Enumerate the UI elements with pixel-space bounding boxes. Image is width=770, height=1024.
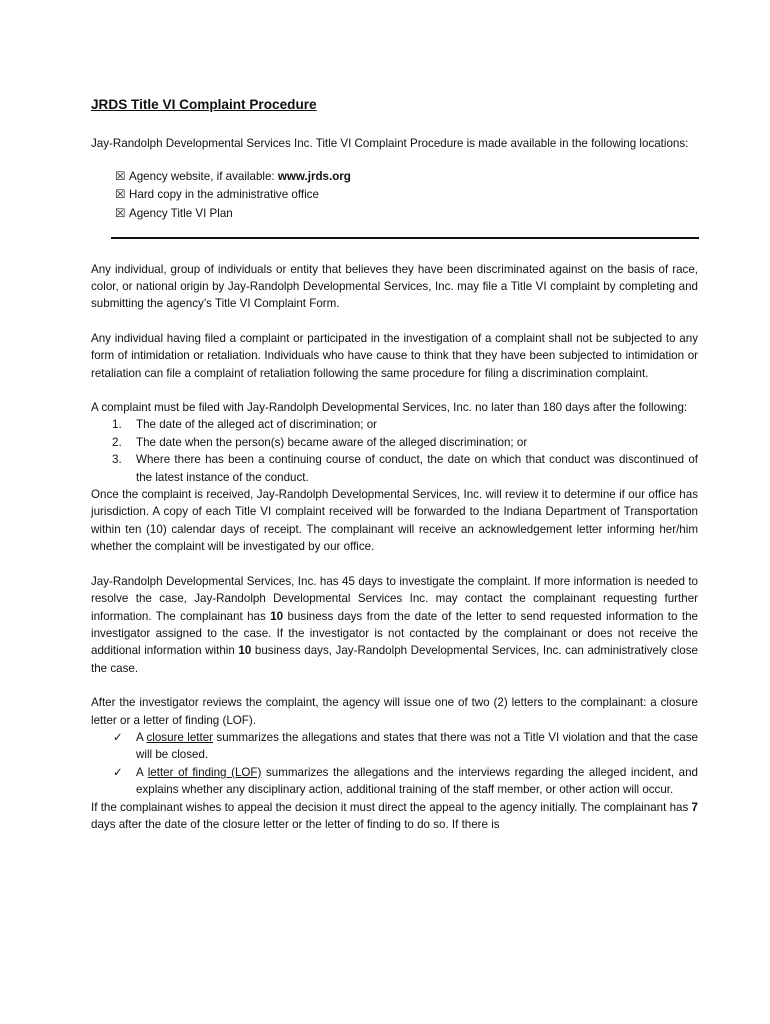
page-title: JRDS Title VI Complaint Procedure	[91, 97, 317, 112]
location-text: Agency Title VI Plan	[129, 207, 233, 220]
term-underlined: letter of finding (LOF)	[147, 765, 262, 779]
list-text: The date of the alleged act of discrimination; or	[136, 418, 378, 432]
text-run: summarizes the allegations and states that there was not a Title VI violation and that the case will be closed.	[136, 730, 698, 762]
text-run: summarizes the allegations and the interviews regarding the alleged incident, and explains whether any disciplinary action, additional training of the staff member, or other action will occur.	[136, 765, 698, 797]
text-run: Jay-Randolph Developmental Services, Inc. has 45 days to investigate the complaint. If more information is needed to resolve the case, Jay-Randolph Developmental Services Inc. may contact the complainant requesting further information. The complainant has	[91, 574, 698, 623]
list-number: 1.	[112, 418, 122, 432]
checked-box-icon: ☒	[115, 188, 126, 202]
checkmark-icon: ✓	[113, 765, 123, 779]
checked-box-icon: ☒	[115, 169, 126, 183]
text-run: A	[136, 765, 148, 779]
location-text: Hard copy in the administrative office	[129, 188, 319, 202]
website-link[interactable]: www.jrds.org	[277, 169, 351, 183]
list-item	[91, 434, 698, 451]
paragraph-appeal	[91, 799, 698, 834]
paragraph-review: Once the complaint is received, Jay-Randolph Developmental Services, Inc. will review it to determine if our office has jurisdiction. A copy of each Title VI complaint received will be forwarded to the Indiana Department of Transportation within ten (10) calendar days of receipt. The complainant will receive an acknowledgement letter informing her/him whether the complaint will be investigated by our office.	[91, 488, 698, 554]
text-run: If the complainant wishes to appeal the decision it must direct the appeal to the agency initially. The complainant has	[91, 800, 692, 814]
document-body	[91, 96, 698, 833]
locations-list	[115, 168, 698, 224]
paragraph-investigation	[91, 573, 698, 677]
text-run: A	[136, 730, 147, 744]
list-text: Where there has been a continuing course of conduct, the date on which that conduct was discontinued of the latest instance of the conduct.	[136, 453, 698, 484]
list-item	[115, 186, 698, 205]
list-item	[115, 205, 698, 224]
text-run: business days, Jay-Randolph Developmental Services, Inc. can administratively close the case.	[91, 644, 698, 675]
term-underlined: closure letter	[146, 730, 214, 744]
list-item	[91, 764, 698, 799]
checked-box-icon: ☒	[115, 207, 126, 220]
list-number: 3.	[112, 453, 122, 467]
horizontal-divider	[111, 237, 699, 239]
paragraph-filing: Any individual, group of individuals or entity that believes they have been discriminated against on the basis of race, color, or national origin by Jay-Randolph Developmental Services, Inc. may file a Title VI complaint by completing and submitting the agency’s Title VI Complaint Form.	[91, 262, 698, 311]
deadline-list	[91, 416, 698, 486]
text-run: days after the date of the closure letter or the letter of finding to do so. If there is	[91, 817, 500, 831]
bold-number: 10	[238, 644, 252, 658]
paragraph-letters: After the investigator reviews the complaint, the agency will issue one of two (2) letters to the complainant: a closure letter or a letter of finding (LOF).	[91, 696, 698, 727]
list-item	[91, 451, 698, 486]
list-item	[115, 168, 698, 187]
list-text: The date when the person(s) became aware of the alleged discrimination; or	[136, 435, 528, 449]
bold-number: 10	[270, 609, 284, 623]
location-text: Agency website, if available:	[129, 169, 278, 183]
intro-paragraph: Jay-Randolph Developmental Services Inc. Title VI Complaint Procedure is made available in the following locations:	[91, 137, 689, 151]
letters-list	[91, 729, 698, 799]
paragraph-retaliation: Any individual having filed a complaint or participated in the investigation of a complaint shall not be subjected to any form of intimidation or retaliation. Individuals who have cause to think that they have been subjected to intimidation or retaliation can file a complaint of retaliation following the same procedure for filing a discrimination complaint.	[91, 331, 698, 380]
list-number: 2.	[112, 435, 122, 449]
list-item	[91, 729, 698, 764]
bold-number: 7	[691, 800, 698, 814]
paragraph-deadline: A complaint must be filed with Jay-Randolph Developmental Services, Inc. no later than 180 days after the following:	[91, 401, 688, 415]
text-run: business days from the date of the letter to send requested information to the investigator assigned to the case. If the investigator is not contacted by the complainant or does not receive the additional information within	[91, 609, 698, 658]
list-item	[91, 416, 698, 433]
checkmark-icon: ✓	[113, 730, 123, 744]
